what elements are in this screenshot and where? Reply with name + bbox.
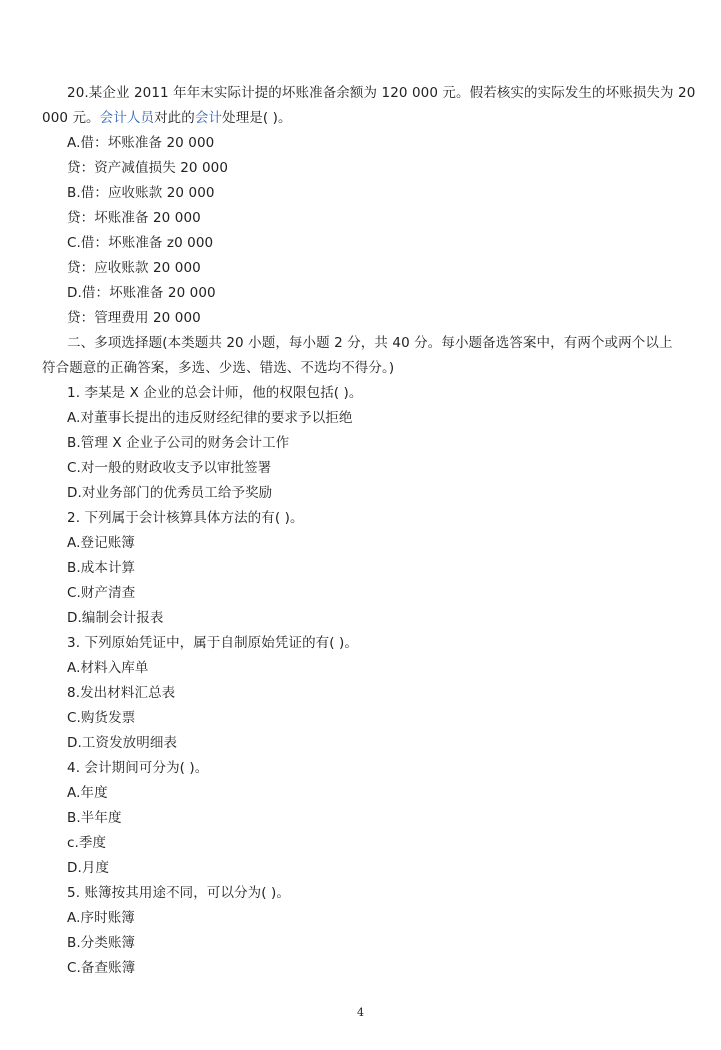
option-line: A.登记账簿 — [67, 535, 135, 551]
option-line: C.购货发票 — [67, 710, 136, 726]
question-1: 1. 李某是 X 企业的总会计师，他的权限包括( )。 — [67, 385, 363, 401]
option-line: C.财产清查 — [67, 585, 136, 601]
question-4: 4. 会计期间可分为( )。 — [67, 760, 209, 776]
option-line: A.借：坏账准备 20 000 — [67, 135, 215, 151]
option-line: 贷：资产减值损失 20 000 — [67, 160, 229, 176]
q20-line-1: 20.某企业 2011 年年末实际计提的坏账准备余额为 120 000 元。假若核实的实际发生的坏账损失为 20 — [67, 85, 696, 101]
option-line: 贷：应收账款 20 000 — [67, 260, 201, 276]
link-accounting[interactable]: 会计 — [194, 110, 223, 126]
question-3: 3. 下列原始凭证中，属于自制原始凭证的有( )。 — [67, 635, 358, 651]
question-5: 5. 账簿按其用途不同，可以分为( )。 — [67, 885, 290, 901]
q20-line-2 — [42, 108, 292, 128]
section-2-heading-cont: 符合题意的正确答案，多选、少选、错选、不选均不得分。) — [42, 360, 395, 376]
option-line: A.对董事长提出的违反财经纪律的要求予以拒绝 — [67, 410, 353, 426]
question-2: 2. 下列属于会计核算具体方法的有( )。 — [67, 510, 304, 526]
option-line: D.月度 — [67, 860, 110, 876]
option-line: A.序时账簿 — [67, 910, 135, 926]
option-line: A.年度 — [67, 785, 108, 801]
q20-line-2-pre: 000 元。 — [42, 110, 100, 126]
option-line: B.借：应收账款 20 000 — [67, 185, 215, 201]
option-line: D.编制会计报表 — [67, 610, 164, 626]
option-line: 8.发出材料汇总表 — [67, 685, 176, 701]
option-line: B.管理 X 企业子公司的财务会计工作 — [67, 435, 290, 451]
option-line: 贷：坏账准备 20 000 — [67, 210, 201, 226]
option-line: 贷：管理费用 20 000 — [67, 310, 201, 326]
link-accounting-staff[interactable]: 会计人员 — [99, 110, 155, 126]
q20-line-2-mid: 对此的 — [154, 110, 195, 126]
option-line: A.材料入库单 — [67, 660, 149, 676]
option-line: B.半年度 — [67, 810, 122, 826]
option-line: c.季度 — [67, 835, 107, 851]
option-line: D.工资发放明细表 — [67, 735, 178, 751]
section-2-heading: 二、多项选择题(本类题共 20 小题，每小题 2 分，共 40 分。每小题备选答案中，有两个或两个以上 — [67, 335, 673, 351]
q20-line-2-post: 处理是( )。 — [222, 110, 292, 126]
option-line: B.分类账簿 — [67, 935, 136, 951]
option-line: B.成本计算 — [67, 560, 136, 576]
option-line: D.对业务部门的优秀员工给予奖励 — [67, 485, 273, 501]
option-line: C.对一般的财政收支予以审批签署 — [67, 460, 272, 476]
page-number: 4 — [357, 1006, 364, 1019]
option-line: C.备查账簿 — [67, 960, 136, 976]
option-line: C.借：坏账准备 z0 000 — [67, 235, 214, 251]
option-line: D.借：坏账准备 20 000 — [67, 285, 216, 301]
